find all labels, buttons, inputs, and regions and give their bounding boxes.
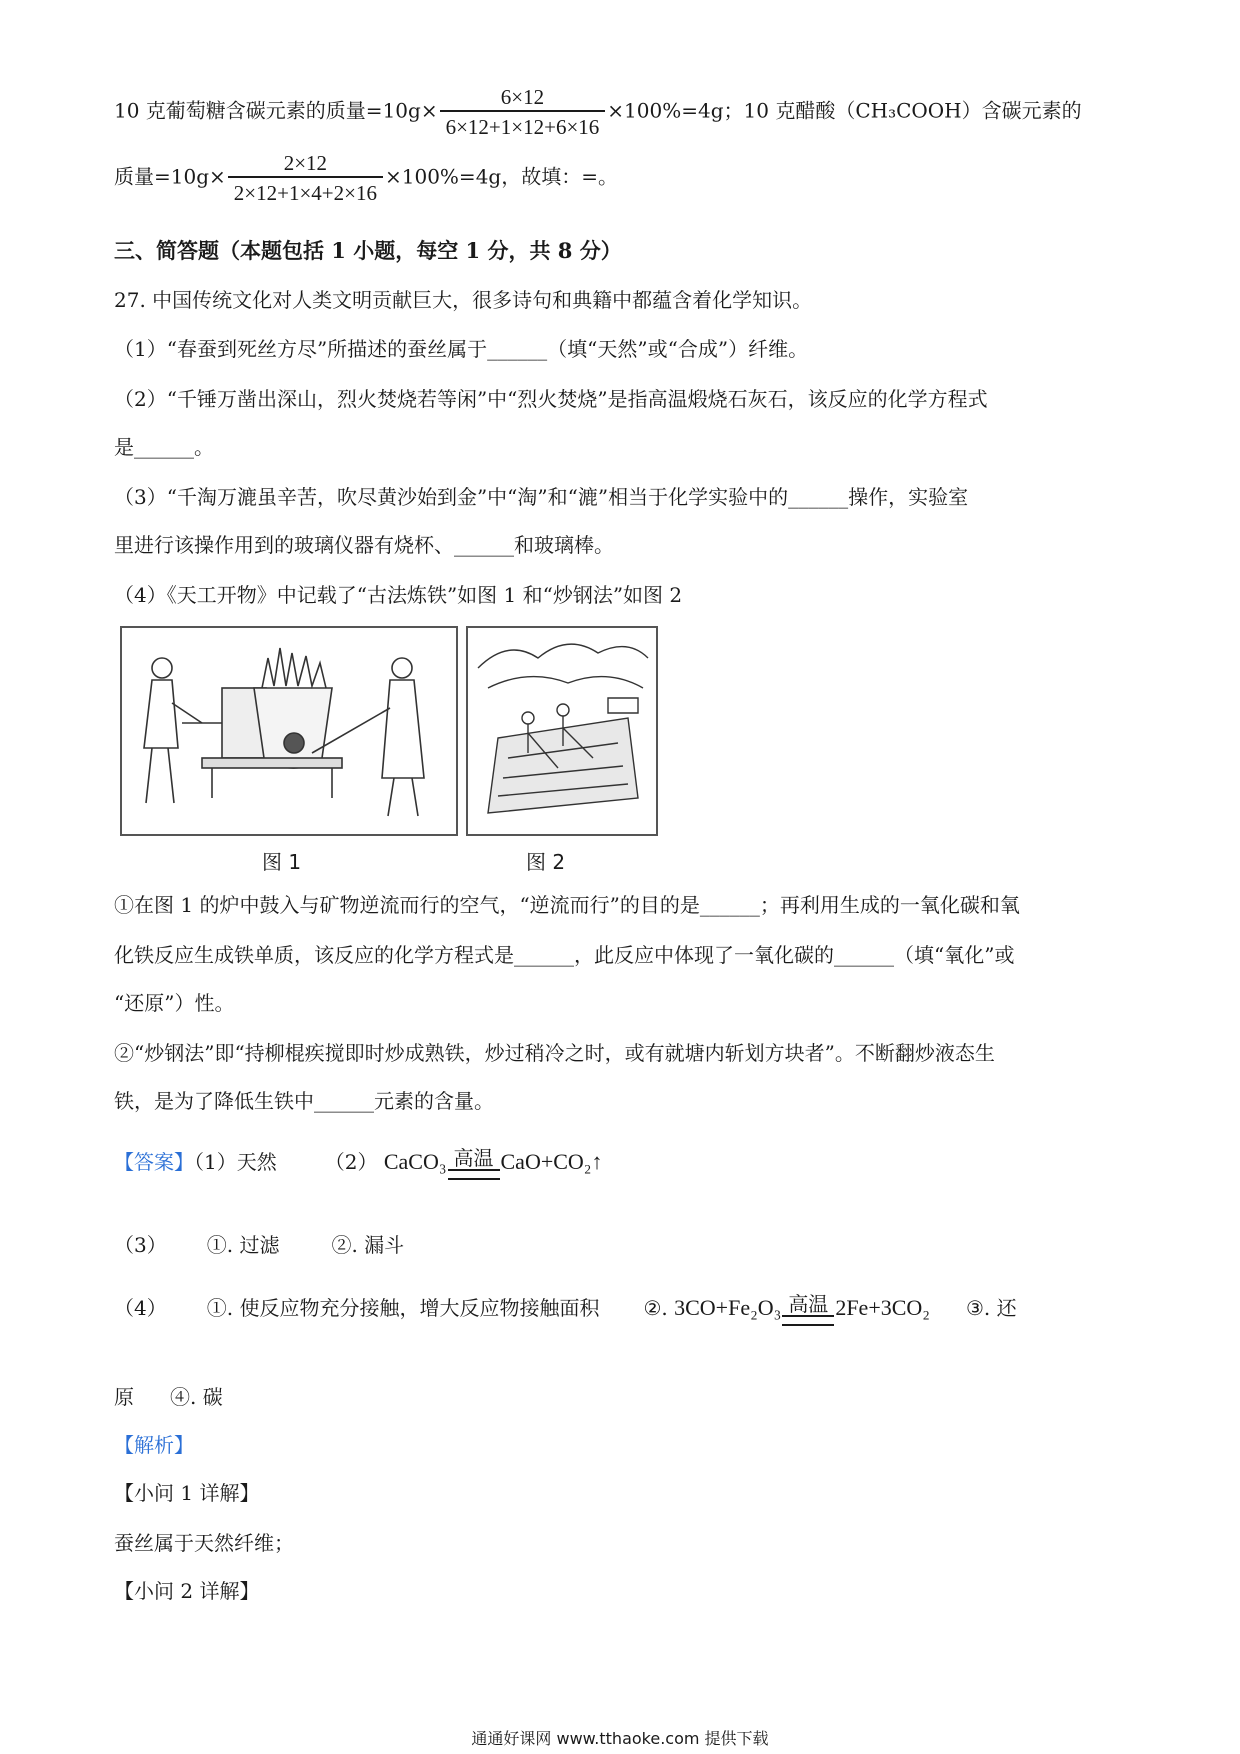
calc-line1-suffix: ×100%=4g；10 克醋酸（CH₃COOH）含碳元素的 — [607, 98, 1082, 123]
answer-line-3 — [114, 1232, 404, 1258]
calc-line1-prefix: 10 克葡萄糖含碳元素的质量=10g× — [114, 98, 438, 123]
question-part-3-line-1: （3）“千淘万漉虽辛苦，吹尽黄沙始到金”中“淘”和“漉”相当于化学实验中的______操作，实验室 — [114, 485, 969, 509]
calc-line2-prefix: 质量=10g× — [114, 164, 226, 189]
fraction-2-numerator: 2×12 — [283, 151, 328, 175]
fraction-2 — [228, 150, 383, 206]
fraction-1-numerator: 6×12 — [500, 85, 545, 109]
question-4-part-1-line-3: “还原”）性。 — [114, 991, 235, 1015]
figure-1-ancient-smelting — [120, 626, 458, 836]
answer-4-part-2-label: ②. — [643, 1296, 668, 1320]
answer-3-label: （3） — [114, 1233, 167, 1257]
question-4-part-1-line-2: 化铁反应生成铁单质，该反应的化学方程式是______，此反应中体现了一氧化碳的______（填“氧化”或 — [114, 943, 1015, 967]
calc-line-1 — [114, 84, 1082, 140]
question-stem: 27. 中国传统文化对人类文明贡献巨大，很多诗句和典籍中都蕴含着化学知识。 — [114, 288, 813, 312]
answer-2-lhs: CaCO₃ — [383, 1149, 447, 1174]
answer-3-part-1: ①. 过滤 — [206, 1233, 280, 1257]
question-4-part-1-line-1: ①在图 1 的炉中鼓入与矿物逆流而行的空气，“逆流而行”的目的是______；再利用生成的一氧化碳和氧 — [114, 893, 1020, 917]
figure-2-caption: 图 2 — [526, 850, 566, 874]
section-heading: 三、简答题（本题包括 1 小题，每空 1 分，共 8 分） — [114, 238, 622, 263]
answer-4-condition-equals — [782, 1293, 834, 1326]
answer-4-part-3: ③. 还 — [965, 1296, 1017, 1320]
answer-2-rhs: CaO+CO₂↑ — [500, 1149, 603, 1174]
answer-4-part-4: ④. 碳 — [170, 1385, 223, 1409]
stir-fry-steel-illustration-icon — [468, 628, 656, 834]
analysis-subquestion-2-label: 【小问 2 详解】 — [114, 1579, 260, 1603]
answer-line-4-continued — [114, 1384, 223, 1410]
calc-line2-suffix: ×100%=4g，故填：=。 — [385, 164, 618, 189]
analysis-label: 【解析】 — [114, 1433, 194, 1457]
answer-4-label: （4） — [114, 1296, 167, 1320]
double-bar-equals — [782, 1315, 834, 1326]
answer-1: （1）天然 — [194, 1150, 277, 1174]
answer-2-label: （2） — [324, 1150, 378, 1174]
fraction-1-denominator: 6×12+1×12+6×16 — [440, 110, 606, 140]
analysis-subquestion-1-label: 【小问 1 详解】 — [114, 1481, 260, 1505]
question-4-part-2-line-1: ②“炒钢法”即“持柳棍疾搅即时炒成熟铁，炒过稍冷之时，或有就塘内斩划方块者”。不断翻炒液态生 — [114, 1041, 995, 1065]
question-part-2-line-2: 是______。 — [114, 435, 214, 459]
double-bar-equals — [448, 1169, 500, 1180]
answer-line-4 — [114, 1288, 1017, 1328]
answer-label: 【答案】 — [114, 1150, 194, 1174]
figure-1-caption: 图 1 — [262, 850, 302, 874]
question-part-1: （1）“春蚕到死丝方尽”所描述的蚕丝属于______（填“天然”或“合成”）纤维。 — [114, 337, 809, 361]
answer-4-part-2-rhs: 2Fe+3CO₂ — [835, 1295, 930, 1320]
analysis-subquestion-1-text: 蚕丝属于天然纤维； — [114, 1531, 294, 1555]
answer-4-part-2-lhs: 3CO+Fe₂O₃ — [674, 1295, 782, 1320]
fraction-2-denominator: 2×12+1×4+2×16 — [228, 176, 383, 206]
answer-line-1 — [114, 1142, 602, 1182]
answer-2-condition: 高温 — [453, 1146, 494, 1170]
question-4-part-2-line-2: 铁，是为了降低生铁中______元素的含量。 — [114, 1089, 494, 1113]
figure-2-stir-fry-steel — [466, 626, 658, 836]
fraction-1 — [440, 84, 606, 140]
answer-4-part-1: ①. 使反应物充分接触，增大反应物接触面积 — [206, 1296, 600, 1320]
question-part-3-line-2: 里进行该操作用到的玻璃仪器有烧杯、______和玻璃棒。 — [114, 533, 614, 557]
question-part-2-line-1: （2）“千锤万凿出深山，烈火焚烧若等闲”中“烈火焚烧”是指高温煅烧石灰石，该反应的化学方程式 — [114, 387, 988, 411]
answer-4-part-3-continued: 原 — [114, 1385, 134, 1409]
calc-line-2 — [114, 150, 618, 206]
answer-2-condition-equals — [448, 1147, 500, 1180]
question-part-4: （4）《天工开物》中记载了“古法炼铁”如图 1 和“炒钢法”如图 2 — [114, 583, 683, 607]
answer-3-part-2: ②. 漏斗 — [331, 1233, 405, 1257]
answer-4-condition: 高温 — [788, 1292, 829, 1316]
smelting-illustration-icon — [122, 628, 456, 834]
page-footer: 通通好课网 www.tthaoke.com 提供下载 — [471, 1729, 769, 1748]
